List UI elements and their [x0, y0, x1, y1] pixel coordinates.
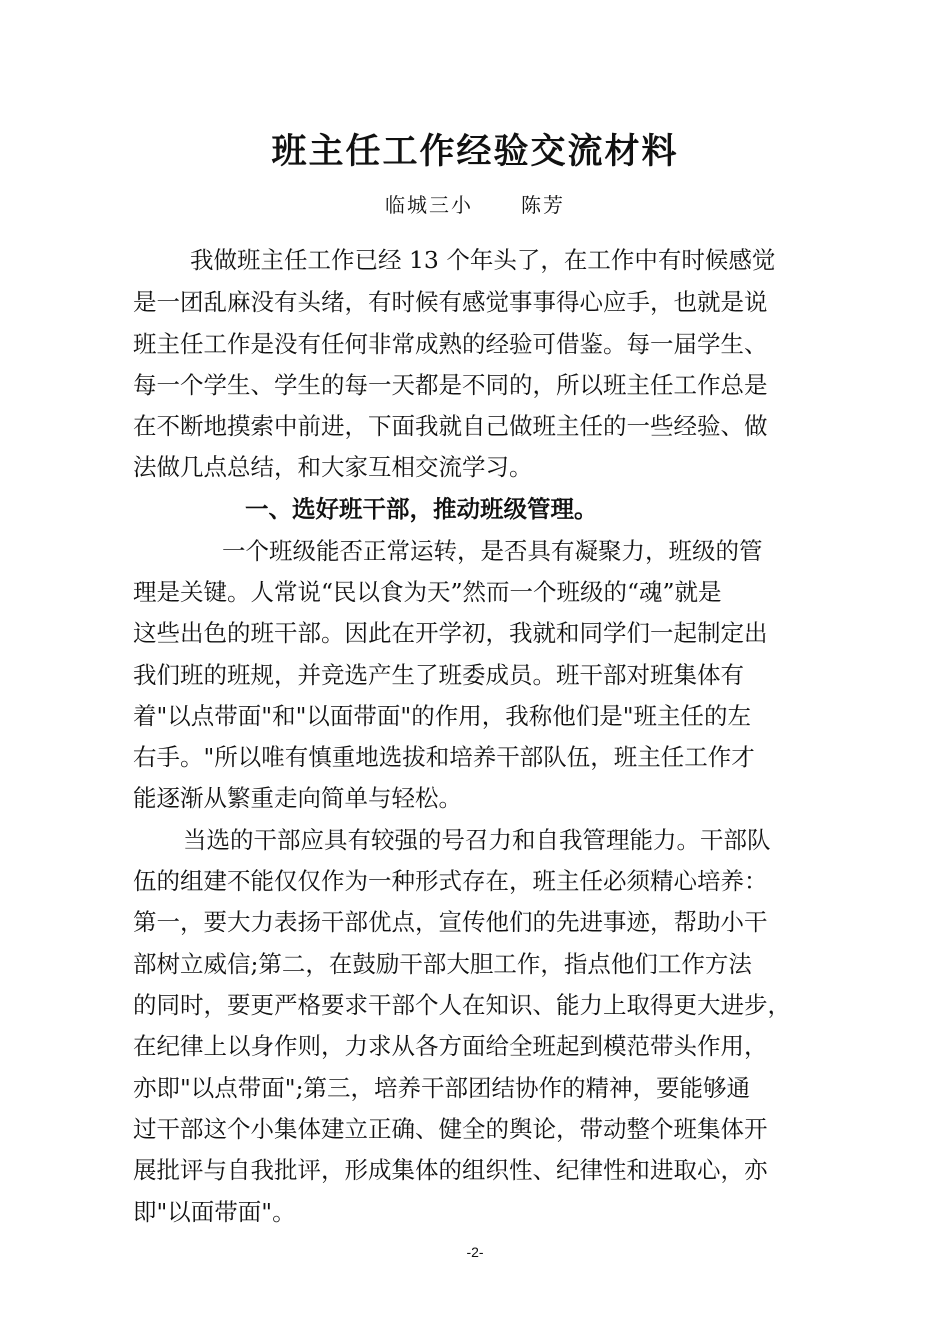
body-line: 在不断地摸索中前进，下面我就自己做班主任的一些经验、做 [133, 412, 768, 440]
body-line: 亦即"以点带面";第三，培养干部团结协作的精神，要能够通 [133, 1074, 751, 1102]
author-byline [0, 188, 950, 222]
body-line: 当选的干部应具有较强的号召力和自我管理能力。干部队 [183, 826, 771, 854]
body-line: 部树立威信;第二，在鼓励干部大胆工作，指点他们工作方法 [133, 950, 752, 978]
body-line: 右手。"所以唯有慎重地选拔和培养干部队伍，班主任工作才 [133, 743, 755, 771]
author-name: 陈芳 [521, 193, 565, 217]
body-line: 过干部这个小集体建立正确、健全的舆论，带动整个班集体开 [133, 1115, 768, 1143]
body-line: 我们班的班规，并竞选产生了班委成员。班干部对班集体有 [133, 661, 744, 689]
body-line: 的同时，要更严格要求干部个人在知识、能力上取得更大进步， [133, 991, 791, 1019]
page-number: -2- [466, 1244, 484, 1260]
body-line: 班主任工作是没有任何非常成熟的经验可借鉴。每一届学生、 [133, 330, 768, 358]
body-line: 是一团乱麻没有头绪，有时候有感觉事事得心应手，也就是说 [133, 288, 768, 316]
body-line: 伍的组建不能仅仅作为一种形式存在，班主任必须精心培养： [133, 867, 768, 895]
body-line: 法做几点总结，和大家互相交流学习。 [133, 453, 533, 481]
body-line: 在纪律上以身作则，力求从各方面给全班起到模范带头作用， [133, 1032, 768, 1060]
section-heading: 一、选好班干部，推动班级管理。 [245, 495, 598, 523]
body-line: 着"以点带面"和"以面带面"的作用，我称他们是"班主任的左 [133, 702, 752, 730]
author-school: 临城三小 [385, 193, 473, 217]
body-line: 一个班级能否正常运转，是否具有凝聚力，班级的管 [222, 537, 763, 565]
body-line: 展批评与自我批评，形成集体的组织性、纪律性和进取心，亦 [133, 1156, 768, 1184]
body-line: 理是关键。人常说“民以食为天”然而一个班级的“魂”就是 [133, 578, 722, 606]
document-title: 班主任工作经验交流材料 [271, 131, 679, 172]
body-line: 每一个学生、学生的每一天都是不同的，所以班主任工作总是 [133, 371, 768, 399]
body-line: 我做班主任工作已经 13 个年头了，在工作中有时候感觉 [190, 246, 776, 274]
body-line: 能逐渐从繁重走向简单与轻松。 [133, 784, 462, 812]
body-line: 第一，要大力表扬干部优点，宣传他们的先进事迹，帮助小干 [133, 908, 768, 936]
body-line: 这些出色的班干部。因此在开学初，我就和同学们一起制定出 [133, 619, 768, 647]
body-line: 即"以面带面"。 [133, 1198, 296, 1226]
